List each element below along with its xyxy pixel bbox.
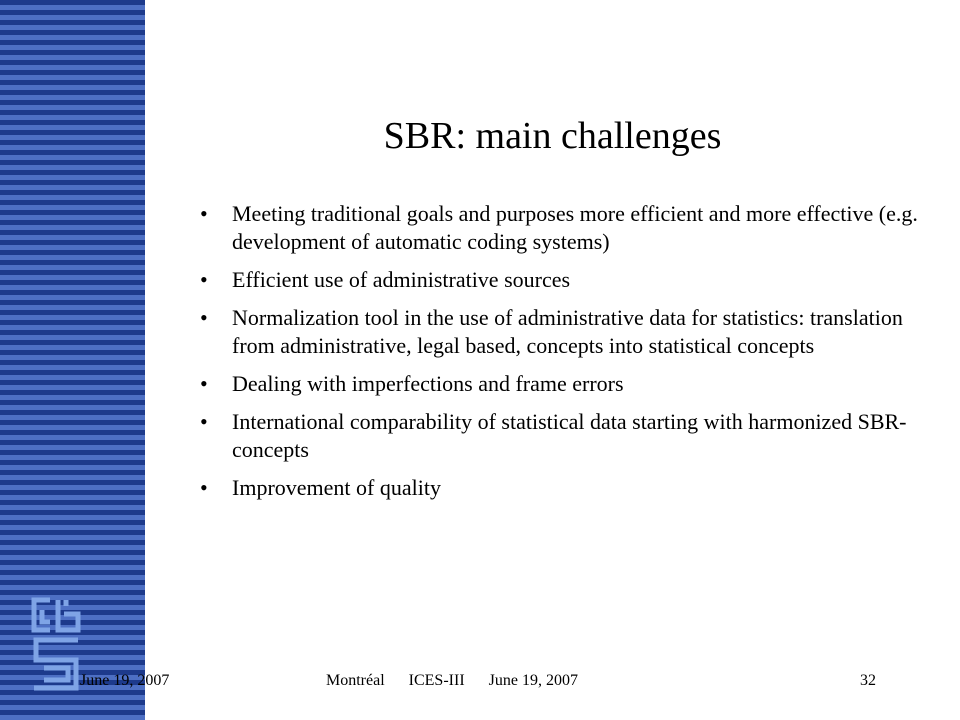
sidebar-stripes bbox=[0, 0, 170, 720]
footer-date: June 19, 2007 bbox=[488, 672, 578, 689]
bullet-dot-icon: • bbox=[200, 305, 208, 330]
bullet-dot-icon: • bbox=[200, 409, 208, 434]
footer-left-date: June 19, 2007 bbox=[80, 672, 170, 689]
bullet-item bbox=[200, 370, 930, 398]
bullet-text: Normalization tool in the use of administrative data for statistics: translation from administrative, legal based, concepts into statistical concepts bbox=[232, 305, 903, 358]
footer-conference: ICES-III bbox=[408, 672, 465, 689]
bullet-list bbox=[200, 200, 930, 512]
bullet-text: Dealing with imperfections and frame errors bbox=[232, 371, 624, 396]
cbs-logo-icon bbox=[30, 596, 82, 700]
bullet-dot-icon: • bbox=[200, 371, 208, 396]
bullet-text: Improvement of quality bbox=[232, 475, 441, 500]
bullet-dot-icon: • bbox=[200, 267, 208, 292]
footer-city: Montréal bbox=[326, 672, 385, 689]
bullet-item bbox=[200, 200, 930, 256]
bullet-text: Meeting traditional goals and purposes more efficient and more effective (e.g. development of automatic coding systems) bbox=[232, 201, 918, 254]
footer-center bbox=[326, 672, 598, 690]
bullet-text: International comparability of statistical data starting with harmonized SBR-concepts bbox=[232, 409, 907, 462]
bullet-text: Efficient use of administrative sources bbox=[232, 267, 571, 292]
bullet-dot-icon: • bbox=[200, 475, 208, 500]
slide-title: SBR: main challenges bbox=[383, 115, 722, 157]
bullet-dot-icon: • bbox=[200, 201, 208, 226]
page-number: 32 bbox=[860, 672, 876, 689]
bullet-item bbox=[200, 304, 930, 360]
bullet-item bbox=[200, 408, 930, 464]
bullet-item bbox=[200, 474, 930, 502]
bullet-item bbox=[200, 266, 930, 294]
